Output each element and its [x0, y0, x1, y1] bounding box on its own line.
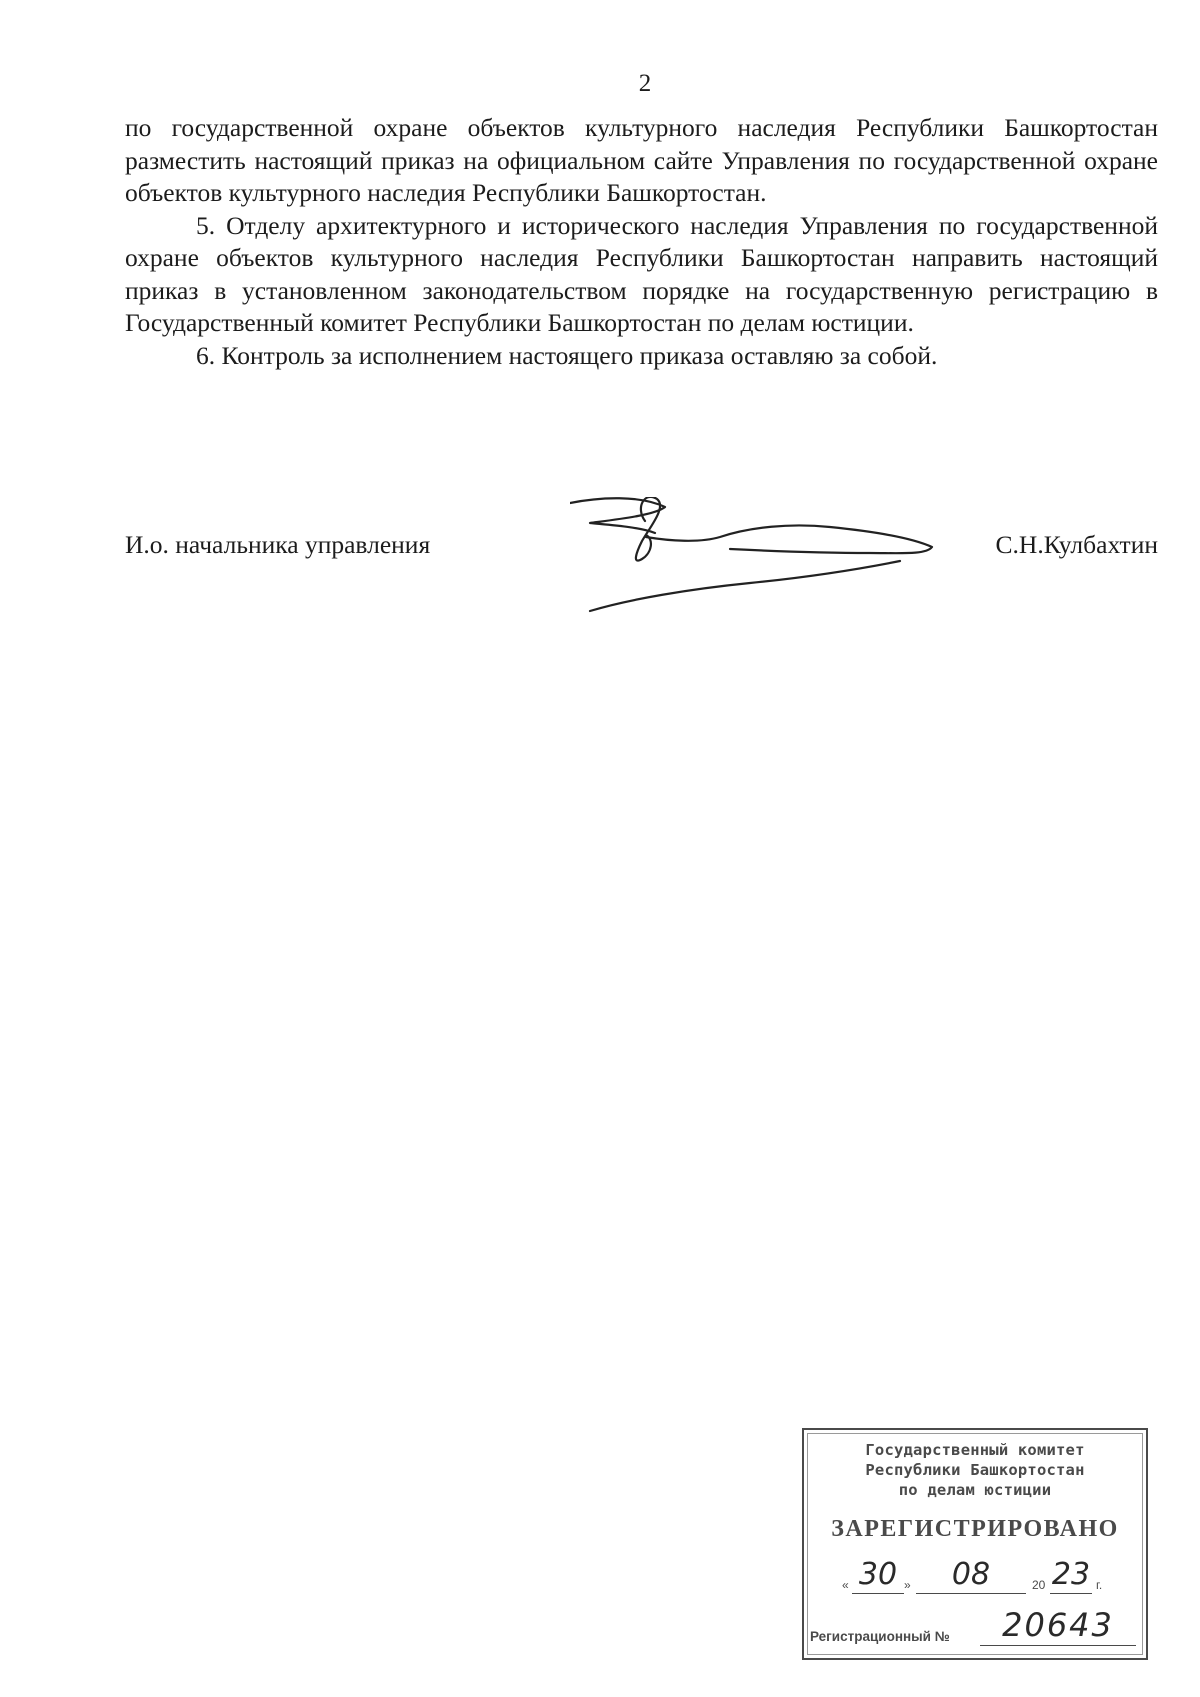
signatory-title: И.о. начальника управления [125, 530, 431, 559]
page-number: 2 [638, 70, 652, 97]
handwritten-signature [570, 497, 950, 617]
stamp-registered-label: ЗАРЕГИСТРИРОВАНО [831, 1516, 1119, 1542]
stamp-quote-close: » [904, 1578, 911, 1592]
stamp-year: 23 [1051, 1557, 1091, 1592]
stamp-org-line: Республики Башкортостан [865, 1461, 1085, 1479]
stamp-month: 08 [951, 1557, 991, 1592]
stamp-registration-number [810, 1608, 1140, 1650]
signatory-name: С.Н.Кулбахтин [995, 530, 1158, 559]
registration-stamp [802, 1428, 1148, 1660]
stamp-day: 30 [858, 1557, 898, 1592]
stamp-org-line: по делам юстиции [898, 1481, 1052, 1499]
stamp-reg-label: Регистрационный № [810, 1629, 950, 1644]
stamp-year-unit: г. [1096, 1578, 1103, 1592]
paragraph-publication: по государственной охране объектов культурного наследия Республики Башкортостан разместить настоящий приказ на официальном сайте Управления по государственной охране объектов культурного наследия Республики Башкортостан. [125, 113, 1158, 207]
document-body [125, 112, 1158, 372]
stamp-reg-line [980, 1645, 1136, 1646]
stamp-month-line [916, 1593, 1026, 1594]
stamp-day-line [852, 1593, 904, 1594]
stamp-quote-open: « [842, 1578, 849, 1592]
stamp-year-line [1050, 1593, 1092, 1594]
paragraph-registration: 5. Отделу архитектурного и исторического наследия Управления по государственной охране объектов культурного наследия Республики Башкортостан направить настоящий приказ в установленном законодательством порядке на государственную регистрацию в Государственный комитет Республики Башкортостан по делам юстиции. [125, 210, 1158, 337]
paragraph-control: 6. Контроль за исполнением настоящего приказа оставляю за собой. [196, 340, 938, 370]
stamp-organization [804, 1440, 1146, 1500]
stamp-org-line: Государственный комитет [865, 1441, 1085, 1459]
stamp-date [840, 1558, 1140, 1598]
stamp-reg-number: 20643 [1002, 1606, 1114, 1644]
stamp-year-prefix: 20 [1032, 1578, 1046, 1592]
